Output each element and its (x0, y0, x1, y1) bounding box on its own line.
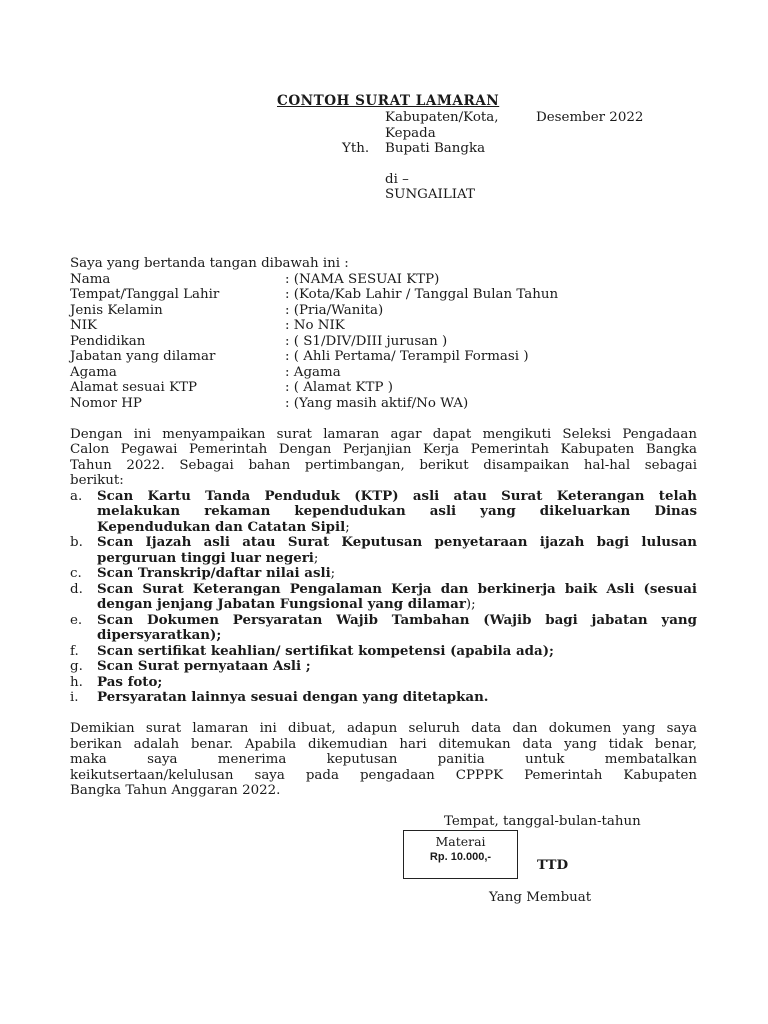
body-line: berikut: (70, 473, 124, 488)
field-label: Jenis Kelamin (70, 303, 163, 318)
place-date: Tempat, tanggal-bulan-tahun (444, 814, 641, 829)
letter-date: Desember 2022 (536, 110, 644, 125)
list-item: Kependudukan dan Catatan Sipil; (97, 519, 350, 535)
list-item: Scan Kartu Tanda Penduduk (KTP) asli atau Surat Keterangan telah (97, 488, 697, 504)
yth-label: Yth. (342, 141, 370, 156)
list-item: Pas foto; (97, 674, 163, 690)
field-value: : No NIK (285, 318, 345, 333)
field-label: Nama (70, 272, 111, 287)
place-line: Kabupaten/Kota, (385, 110, 499, 125)
letter-title: CONTOH SURAT LAMARAN (277, 93, 500, 109)
list-item: dengan jenjang Jabatan Fungsional yang dilamar); (97, 596, 476, 612)
closing-line: Demikian surat lamaran ini dibuat, adapun seluruh data dan dokumen yang saya (70, 721, 697, 736)
list-item: melakukan rekaman kependudukan asli yang dikeluarkan Dinas (97, 503, 697, 519)
stamp-value: Rp. 10.000,- (429, 851, 492, 863)
list-item: Scan Dokumen Persyaratan Wajib Tambahan (Wajib bagi jabatan yang (97, 612, 697, 628)
recipient-city: SUNGAILIAT (385, 187, 475, 202)
field-label: Agama (70, 365, 117, 380)
list-item: dipersyaratkan); (97, 627, 222, 643)
intro-text: Saya yang bertanda tangan dibawah ini : (70, 256, 349, 271)
field-label: Alamat sesuai KTP (70, 380, 198, 395)
list-marker: i. (70, 690, 79, 705)
list-marker: e. (70, 613, 83, 628)
stamp-box (403, 830, 518, 879)
list-item: Scan sertifikat keahlian/ sertifikat kompetensi (apabila ada); (97, 643, 555, 659)
list-item: Persyaratan lainnya sesuai dengan yang ditetapkan. (97, 689, 489, 705)
list-marker: g. (70, 659, 83, 674)
field-value: : (Kota/Kab Lahir / Tanggal Bulan Tahun (285, 287, 559, 302)
closing-line: keikutsertaan/kelulusan saya pada pengadaan CPPPK Pemerintah Kabupaten (70, 768, 697, 783)
field-value: : (Pria/Wanita) (285, 303, 384, 318)
list-marker: d. (70, 582, 83, 597)
body-line: Calon Pegawai Pemerintah Dengan Perjanjian Kerja Pemerintah Kabupaten Bangka (70, 442, 697, 457)
list-marker: f. (70, 644, 79, 659)
field-label: Tempat/Tanggal Lahir (70, 287, 220, 302)
field-label: Nomor HP (70, 396, 142, 411)
di-label: di – (385, 172, 409, 187)
to-label: Kepada (385, 126, 436, 141)
list-marker: a. (70, 489, 83, 504)
field-value: : ( Ahli Pertama/ Terampil Formasi ) (285, 349, 529, 364)
recipient: Bupati Bangka (385, 141, 486, 156)
list-marker: c. (70, 566, 82, 581)
body-line: Dengan ini menyampaikan surat lamaran agar dapat mengikuti Seleksi Pengadaan (70, 427, 697, 442)
list-marker: b. (70, 535, 83, 550)
list-marker: h. (70, 675, 83, 690)
field-label: Pendidikan (70, 334, 146, 349)
list-item: Scan Surat Keterangan Pengalaman Kerja dan berkinerja baik Asli (sesuai (97, 581, 697, 597)
closing-line: maka saya menerima keputusan panitia untuk membatalkan (70, 752, 697, 767)
field-value: : (NAMA SESUAI KTP) (285, 272, 440, 287)
list-item: Scan Surat pernyataan Asli ; (97, 658, 311, 674)
body-line: Tahun 2022. Sebagai bahan pertimbangan, berikut disampaikan hal-hal sebagai (70, 458, 697, 473)
ttd-label: TTD (537, 857, 569, 873)
field-value: : ( Alamat KTP ) (285, 380, 393, 395)
signer-label: Yang Membuat (489, 890, 592, 905)
field-value: : ( S1/DIV/DIII jurusan ) (285, 334, 448, 349)
closing-line: berikan adalah benar. Apabila dikemudian hari ditemukan data yang tidak benar, (70, 737, 697, 752)
list-item: Scan Ijazah asli atau Surat Keputusan penyetaraan ijazah bagi lulusan (97, 534, 697, 550)
closing-line: Bangka Tahun Anggaran 2022. (70, 783, 281, 798)
field-label: NIK (70, 318, 98, 333)
stamp-label: Materai (435, 834, 486, 849)
list-item: Scan Transkrip/daftar nilai asli; (97, 565, 336, 581)
field-value: : Agama (285, 365, 341, 380)
list-item: perguruan tinggi luar negeri; (97, 550, 319, 566)
field-label: Jabatan yang dilamar (70, 349, 216, 364)
field-value: : (Yang masih aktif/No WA) (285, 396, 469, 411)
